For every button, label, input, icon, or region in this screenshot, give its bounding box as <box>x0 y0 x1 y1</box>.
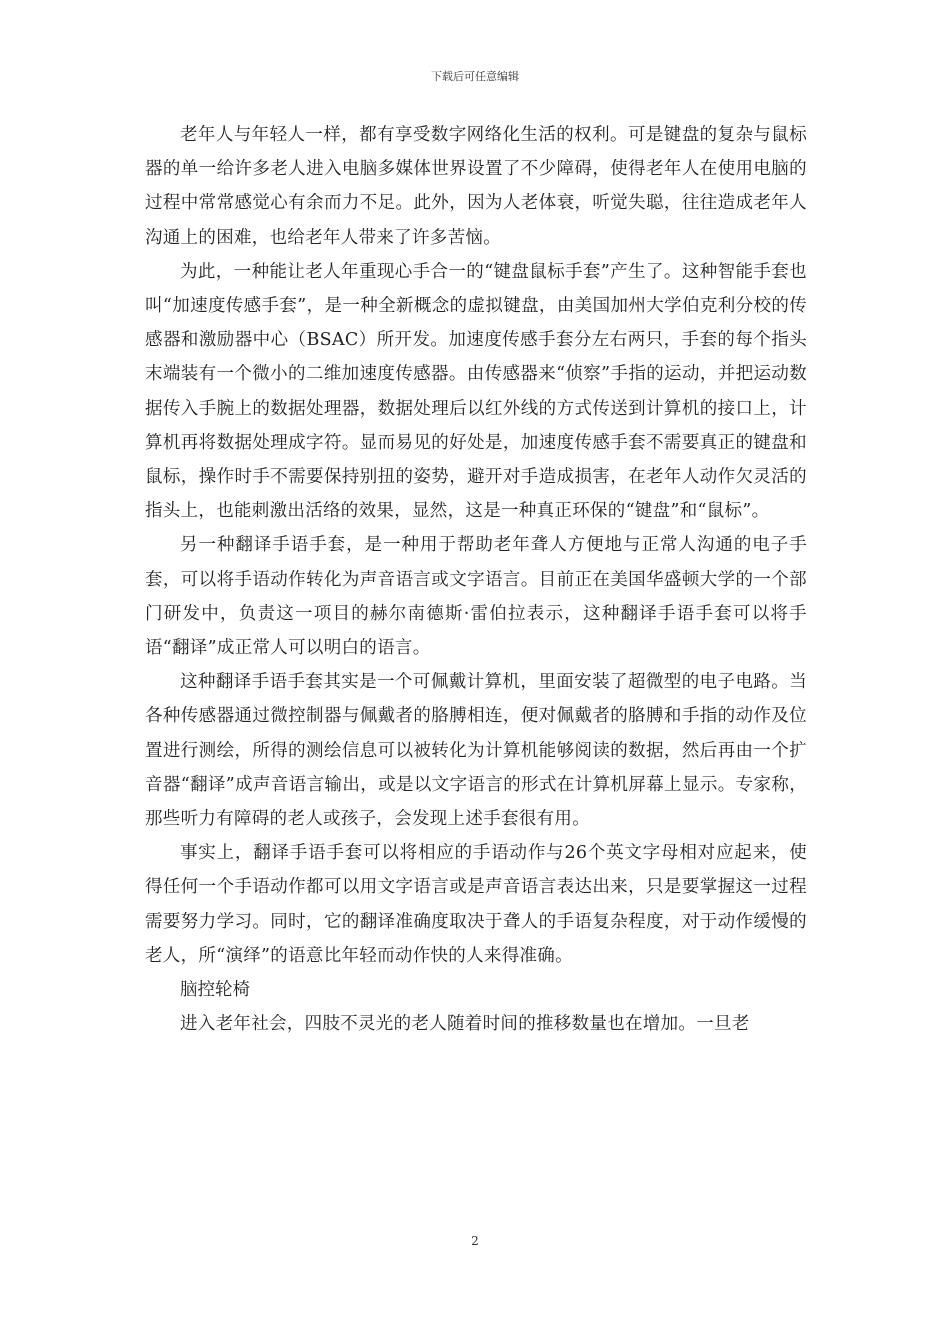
page-header: 下载后可任意编辑 <box>431 70 519 83</box>
section-heading: 脑控轮椅 <box>180 980 250 1001</box>
paragraph-4: 这种翻译手语手套其实是一个可佩戴计算机，里面安装了超微型的电子电路。当各种传感器通过微控制器与佩戴者的胳膊相连，便对佩戴者的胳膊和手指的动作及位置进行测绘，所得的测绘信息可以被转化为计算机能够阅读的数据，然后再由一个扩音器“翻译”成声音语言输出，或是以文字语言的形式在计算机屏幕上显示。专家称，那些听力有障碍的老人或孩子，会发现上述手套很有用。 <box>145 672 807 830</box>
paragraph-5: 事实上，翻译手语手套可以将相应的手语动作与26个英文字母相对应起来，使得任何一个手语动作都可以用文字语言或是声音语言表达出来，只是要掌握这一过程需要努力学习。同时，它的翻译准确度取决于聋人的手语复杂程度，对于动作缓慢的老人，所“演绎”的语意比年轻而动作快的人来得准确。 <box>145 843 807 966</box>
document-body <box>145 118 807 1041</box>
page-number: 2 <box>471 1234 479 1248</box>
paragraph-1: 老年人与年轻人一样，都有享受数字网络化生活的权利。可是键盘的复杂与鼠标器的单一给许多老人进入电脑多媒体世界设置了不少障碍，使得老年人在使用电脑的过程中常常感觉心有余而力不足。此外，因为人老体衰，听觉失聪，往往造成老年人沟通上的困难，也给老年人带来了许多苦恼。 <box>145 125 807 248</box>
paragraph-6: 进入老年社会，四肢不灵光的老人随着时间的推移数量也在增加。一旦老 <box>180 1014 750 1035</box>
paragraph-3: 另一种翻译手语手套，是一种用于帮助老年聋人方便地与正常人沟通的电子手套，可以将手语动作转化为声音语言或文字语言。目前正在美国华盛顿大学的一个部门研发中，负责这一项目的赫尔南德斯·雷伯拉表示，这种翻译手语手套可以将手语“翻译”成正常人可以明白的语言。 <box>145 535 807 659</box>
paragraph-2: 为此，一种能让老人年重现心手合一的“键盘鼠标手套”产生了。这种智能手套也叫“加速度传感手套”，是一种全新概念的虚拟键盘，由美国加州大学伯克利分校的传感器和激励器中心（BSAC）所开发。加速度传感手套分左右两只，手套的每个指头末端装有一个微小的二维加速度传感器。由传感器来“侦察”手指的运动，并把运动数据传入手腕上的数据处理器，数据处理后以红外线的方式传送到计算机的接口上，计算机再将数据处理成字符。显而易见的好处是，加速度传感手套不需要真正的键盘和鼠标，操作时手不需要保持别扭的姿势，避开对手造成损害，在老年人动作欠灵活的指头上，也能刺激出活络的效果，显然，这是一种真正环保的“键盘”和“鼠标”。 <box>145 261 807 522</box>
